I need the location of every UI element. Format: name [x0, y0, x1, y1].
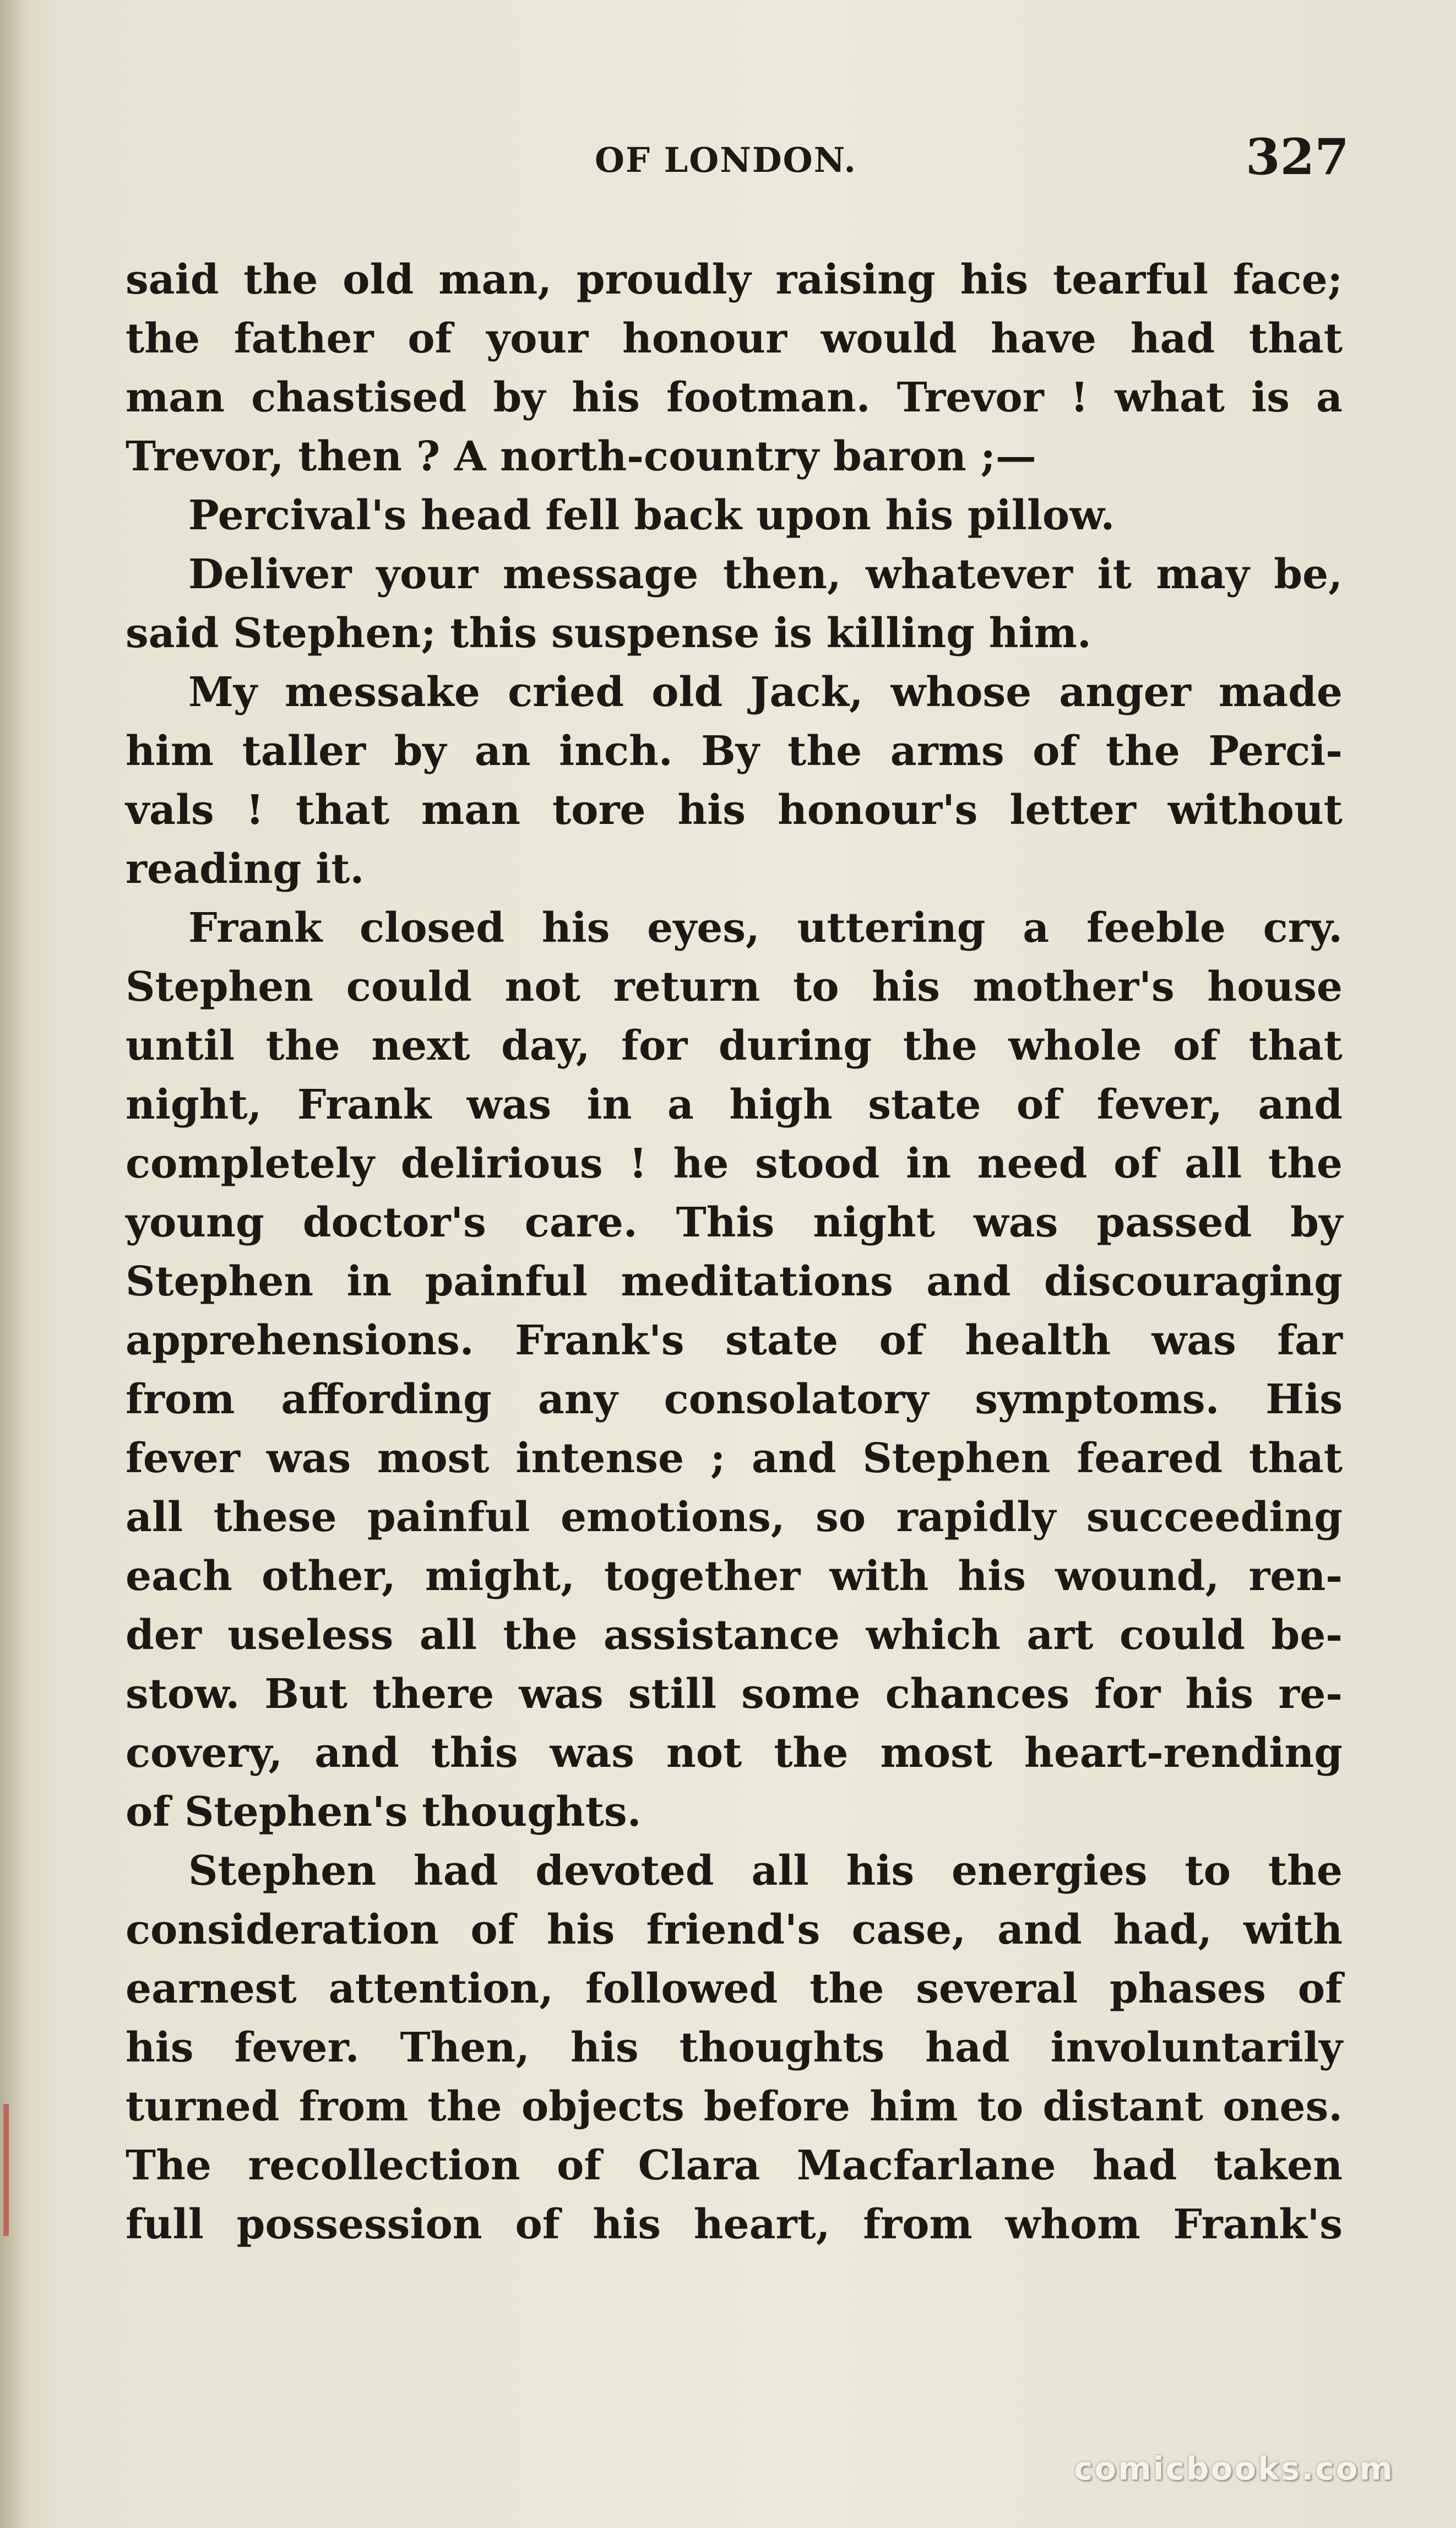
text-line: said the old man, proudly raising his tearful face; — [126, 256, 1343, 303]
text-line: consideration of his friend's case, and had, with — [126, 1906, 1343, 1954]
text-line: the father of your honour would have had that — [126, 315, 1343, 362]
text-line: Stephen had devoted all his energies to the — [188, 1847, 1343, 1895]
text-line: stow. But there was still some chances for his re- — [126, 1670, 1343, 1718]
text-line: fever was most intense ; and Stephen feared that — [126, 1435, 1343, 1482]
text-line: man chastised by his footman. Trevor ! what is a — [126, 374, 1343, 421]
page-edge-mark — [3, 2104, 9, 2236]
text-line: reading it. — [126, 845, 365, 893]
text-line: Trevor, then ? A north-country baron ;— — [126, 433, 1036, 480]
text-line: vals ! that man tore his honour's letter without — [126, 786, 1343, 834]
text-line: turned from the objects before him to distant ones. — [126, 2083, 1343, 2130]
text-line: Stephen could not return to his mother's house — [126, 963, 1343, 1011]
text-line: Percival's head fell back upon his pillow. — [188, 492, 1115, 539]
text-line: The recollection of Clara Macfarlane had taken — [126, 2142, 1343, 2189]
text-line: apprehensions. Frank's state of health was far — [126, 1317, 1343, 1364]
text-line: him taller by an inch. By the arms of the Perci- — [126, 728, 1343, 775]
running-head — [0, 128, 1456, 188]
text-line: earnest attention, followed the several phases of — [126, 1965, 1343, 2012]
text-line: each other, might, together with his wound, ren- — [126, 1553, 1343, 1600]
text-line: Frank closed his eyes, uttering a feeble cry. — [188, 904, 1343, 952]
text-line: of Stephen's thoughts. — [126, 1788, 642, 1836]
text-line: full possession of his heart, from whom Frank's — [126, 2201, 1343, 2248]
running-title: OF LONDON. — [595, 140, 857, 180]
text-line: der useless all the assistance which art could be- — [126, 1612, 1343, 1659]
text-line: Deliver your message then, whatever it may be, — [188, 551, 1343, 598]
text-line: all these painful emotions, so rapidly succeeding — [126, 1494, 1343, 1541]
site-watermark: comicbooks.com — [1074, 2450, 1394, 2487]
text-line: said Stephen; this suspense is killing him. — [126, 610, 1091, 657]
text-line: until the next day, for during the whole of that — [126, 1022, 1343, 1070]
text-line: his fever. Then, his thoughts had involuntarily — [126, 2024, 1343, 2071]
text-line: night, Frank was in a high state of fever, and — [126, 1081, 1343, 1129]
text-line: My messake cried old Jack, whose anger made — [188, 669, 1343, 716]
text-line: from affording any consolatory symptoms. His — [126, 1376, 1343, 1423]
text-line: completely delirious ! he stood in need of all the — [126, 1140, 1343, 1187]
text-line: Stephen in painful meditations and discouraging — [126, 1258, 1343, 1305]
text-line: covery, and this was not the most heart-rending — [126, 1729, 1343, 1777]
text-line: young doctor's care. This night was passed by — [126, 1199, 1343, 1246]
body-text — [126, 251, 1343, 2254]
page-number: 327 — [1246, 128, 1349, 186]
